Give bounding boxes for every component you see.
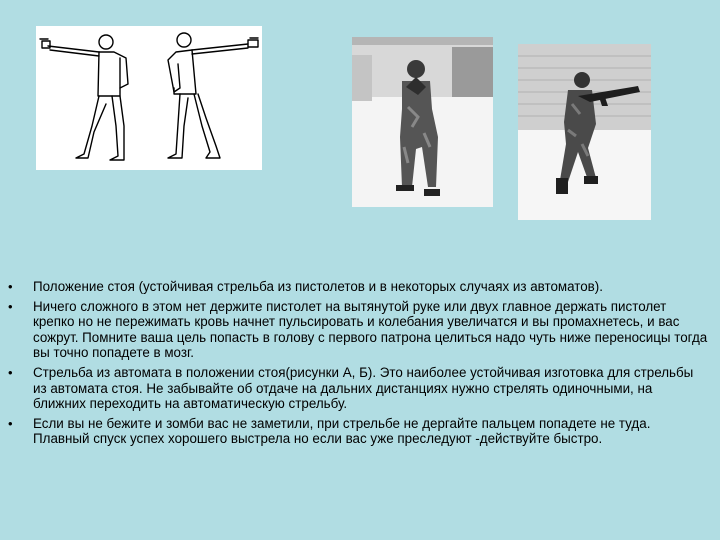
bullet-text: Стрельба из автомата в положении стоя(рисунки А, Б). Это наиболее устойчивая изготовка для стрельбы из автомата стоя. Не забывайте об отдаче на дальних дистанциях нужно стрелять одиночными, на ближних переходить на автоматическую стрельбу.	[33, 364, 694, 412]
bullet-text: Ничего сложного в этом нет держите пистолет на вытянутой руке или двух главное держать пистолет крепко но не пережимать кровь начнет пульсировать и колебания увеличатся и вы промахнетесь, и вас сожрут. Помните ваша цель попасть в голову с первого патрона целиться надо чуть ниже переносицы тогда вы точно попадете в мозг.	[33, 298, 708, 361]
bullet-list	[8, 279, 708, 451]
bullet-marker: •	[8, 298, 13, 314]
bullet-marker: •	[8, 364, 13, 380]
soldier-rifle-photo-icon	[518, 44, 651, 220]
shooter-stance-sketch	[36, 26, 262, 170]
list-item	[8, 299, 708, 361]
soldier-pistol-photo	[352, 37, 493, 207]
bullet-marker: •	[8, 415, 13, 431]
list-item	[8, 365, 708, 412]
list-item	[8, 416, 708, 447]
bullet-marker: •	[8, 279, 13, 294]
list-item	[8, 279, 708, 295]
soldier-pistol-photo-icon	[352, 37, 493, 207]
shooter-stance-sketch-icon	[36, 26, 262, 170]
bullet-text: Если вы не бежите и зомби вас не заметили, при стрельбе не дергайте пальцем попадете не туда. Плавный спуск успех хорошего выстрела но если вас уже преследуют -действуйте быстро.	[33, 415, 651, 447]
soldier-rifle-photo	[518, 44, 651, 220]
bullet-text: Положение стоя (устойчивая стрельба из пистолетов и в некоторых случаях из автоматов).	[33, 279, 603, 294]
